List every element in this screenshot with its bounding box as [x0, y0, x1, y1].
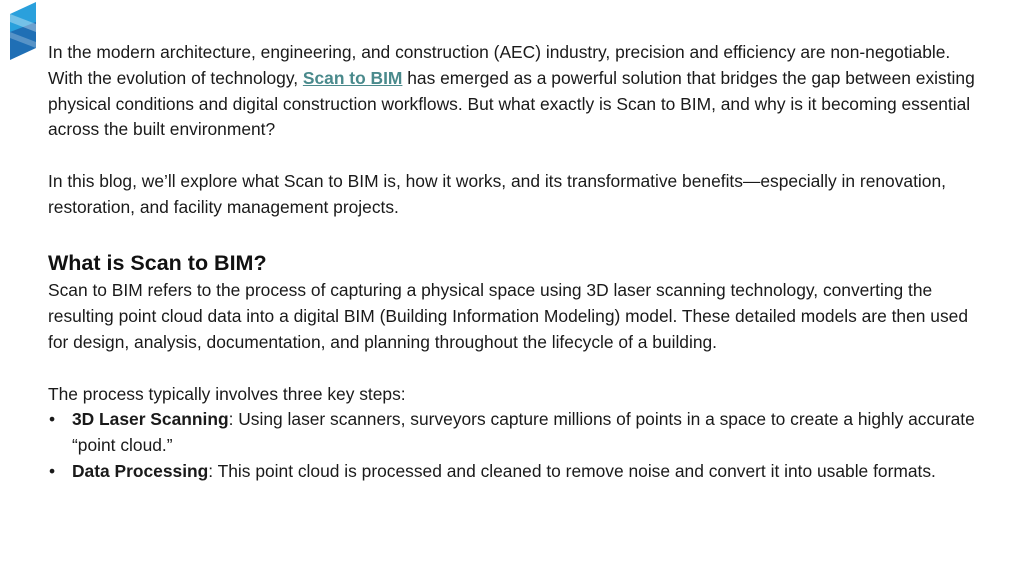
bullet: • — [49, 409, 56, 430]
list-item — [48, 407, 978, 459]
steps-intro: The process typically involves three key steps: — [48, 383, 406, 404]
step-text: : This point cloud is processed and cleaned to remove noise and convert it into usable formats. — [208, 460, 936, 481]
bullet: • — [49, 460, 56, 481]
list-item — [48, 459, 978, 485]
article-body — [48, 40, 978, 485]
intro-paragraph — [48, 40, 978, 143]
blog-intro-paragraph: In this blog, we’ll explore what Scan to BIM is, how it works, and its transformative benefits—especially in renovation, restoration, and facility management projects. — [48, 170, 946, 217]
intro-text-before: In the modern architecture, engineering, and construction (AEC) industry, precision and efficiency are non-negotiable. With the evolution of technology, — [48, 42, 951, 88]
scan-to-bim-link[interactable]: Scan to BIM — [302, 67, 403, 88]
steps-list — [48, 407, 978, 484]
s-logo-icon — [8, 2, 38, 62]
step-title: 3D Laser Scanning — [72, 409, 229, 430]
section-heading: What is Scan to BIM? — [48, 251, 267, 276]
intro-text-after: has emerged as a powerful solution that bridges the gap between existing physical conditions and digital construction workflows. But what exactly is Scan to BIM, and why is it becoming essential across the built environment? — [48, 67, 975, 140]
step-text: : Using laser scanners, surveyors capture millions of points in a space to create a highly accurate “point cloud.” — [72, 409, 975, 456]
section-body-paragraph: Scan to BIM refers to the process of capturing a physical space using 3D laser scanning technology, converting the resulting point cloud data into a digital BIM (Building Information Modeling) model. These detailed models are then used for design, analysis, documentation, and planning throughout the lifecycle of a building. — [48, 280, 968, 352]
step-title: Data Processing — [72, 460, 209, 481]
